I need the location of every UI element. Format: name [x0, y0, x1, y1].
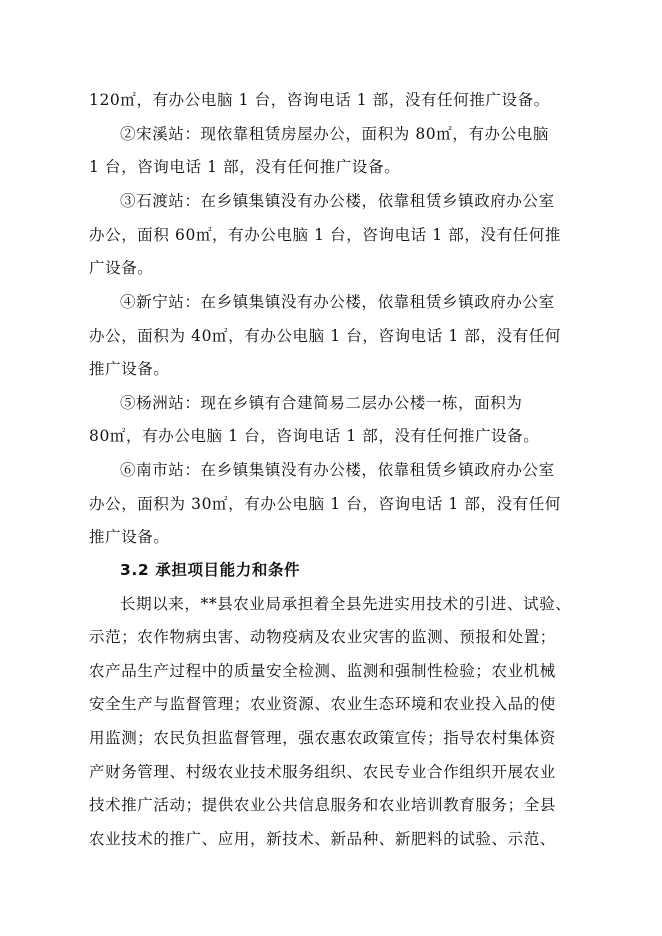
paragraph-line: 办公，面积为 30㎡，有办公电脑 1 台，咨询电话 1 部，没有任何	[89, 495, 561, 513]
paragraph-line: 1 台，咨询电话 1 部，没有任何推广设备。	[89, 158, 401, 176]
body-line: 安全生产与监督管理；农业资源、农业生态环境和农业投入品的使	[89, 695, 556, 713]
body-line: 技术推广活动；提供农业公共信息服务和农业培训教育服务；全县	[89, 796, 556, 814]
paragraph-line: 80㎡，有办公电脑 1 台，咨询电话 1 部，没有任何推广设备。	[89, 427, 540, 445]
paragraph-line: ⑥南市站：在乡镇集镇没有办公楼，依靠租赁乡镇政府办公室	[120, 461, 555, 479]
paragraph-line: 广设备。	[89, 259, 154, 277]
paragraph-line: 办公，面积 60㎡，有办公电脑 1 台，咨询电话 1 部，没有任何推	[89, 226, 561, 244]
paragraph-line: ③石渡站：在乡镇集镇没有办公楼，依靠租赁乡镇政府办公室	[120, 192, 555, 210]
paragraph-line: ②宋溪站：现依靠租赁房屋办公，面积为 80㎡，有办公电脑	[120, 125, 549, 143]
paragraph-line: ⑤杨洲站：现在乡镇有合建简易二层办公楼一栋，面积为	[120, 394, 523, 412]
paragraph-line: ④新宁站：在乡镇集镇没有办公楼，依靠租赁乡镇政府办公室	[120, 293, 555, 311]
body-line: 农业技术的推广、应用，新技术、新品种、新肥料的试验、示范、	[89, 830, 556, 848]
body-line: 示范；农作物病虫害、动物疫病及农业灾害的监测、预报和处置；	[89, 628, 556, 646]
paragraph-line: 推广设备。	[89, 528, 170, 546]
body-line: 用监测；农民负担监督管理，强农惠农政策宣传；指导农村集体资	[89, 729, 556, 747]
paragraph-line: 120㎡，有办公电脑 1 台，咨询电话 1 部，没有任何推广设备。	[89, 91, 550, 109]
paragraph-line: 推广设备。	[89, 360, 170, 378]
body-line: 长期以来，**县农业局承担着全县先进实用技术的引进、试验、	[120, 595, 572, 613]
section-heading: 3.2 承担项目能力和条件	[120, 561, 301, 579]
body-line: 农产品生产过程中的质量安全检测、监测和强制性检验；农业机械	[89, 662, 556, 680]
paragraph-line: 办公，面积为 40㎡，有办公电脑 1 台，咨询电话 1 部，没有任何	[89, 327, 561, 345]
body-line: 产财务管理、村级农业技术服务组织、农民专业合作组织开展农业	[89, 763, 556, 781]
